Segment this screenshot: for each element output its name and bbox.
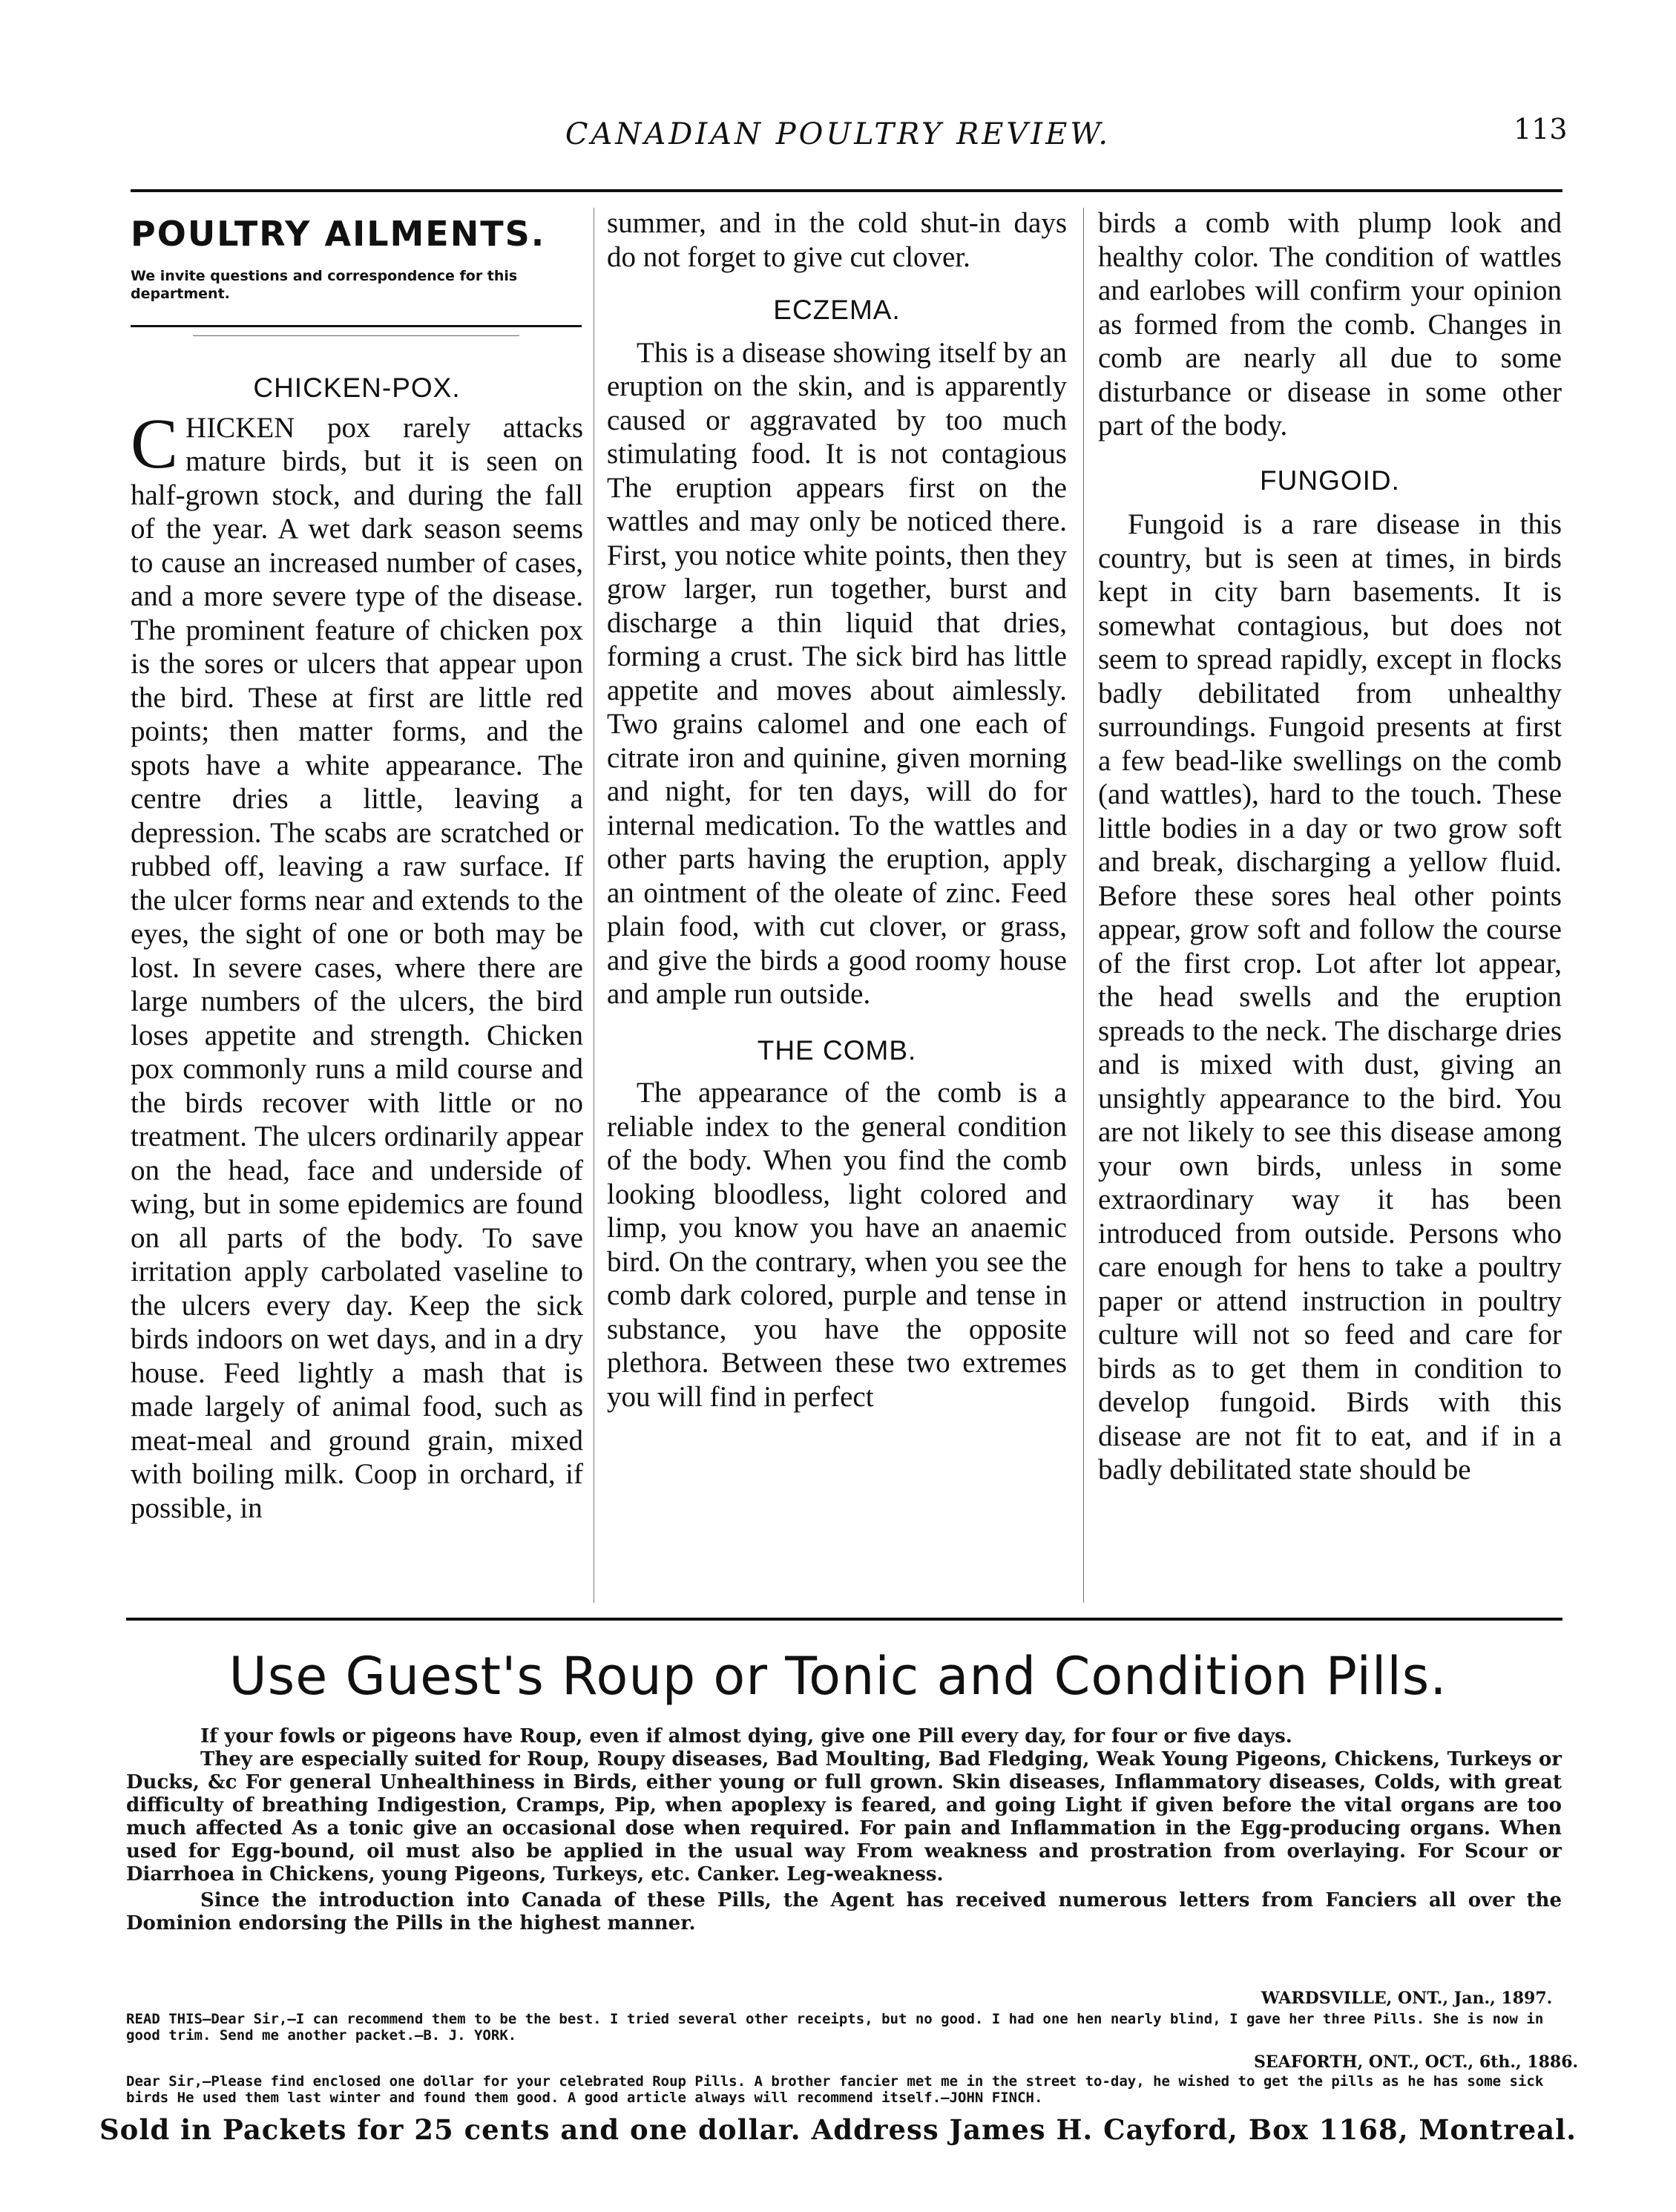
advert-letter-1: READ THIS—Dear Sir,—I can recommend them to be the best. I tried several other receipts, but no good. I had one hen nearly blind, I gave her three Pills. She is now in good trim. Send me another packet.—B. J. YORK. [126,2011,1544,2044]
advert-body [126,1725,1562,1935]
drop-cap: C [131,403,179,483]
department-note: We invite questions and correspondence for this department. [131,268,518,302]
advert-paragraph-1: If your fowls or pigeons have Roup, even if almost dying, give one Pill every day, for four or five days. [200,1725,1292,1747]
column-3-lead-text: birds a comb with plump look and healthy color. The condition of wattles and earlobes will confirm your opinion as formed from the comb. Changes in comb are nearly all due to some disturbance or disease in some other part of the body. [1098,207,1562,442]
advert-paragraph-2: They are especially suited for Roup, Roupy diseases, Bad Moulting, Bad Fledging, Weak Young Pigeons, Chickens, Turkeys or Ducks, &c For general Unhealthiness in Birds, either young or full grown. Skin diseases, Inflammatory diseases, Colds, with great difficulty of breathing Indigestion, Cramps, Pip, when apoplexy is feared, and going Light if given before the vital organs are too much affected As a tonic give an occasional dose when required. For pain and Inflammation in the Egg-producing organs. When used for Egg-bound, oil must also be applied in the usual way From weakness and prostration from overlaying. For Scour or Diarrhoea in Chickens, young Pigeons, Turkeys, etc. Canker. Leg-weakness. [126,1748,1562,1886]
page-number: 113 [1514,113,1568,145]
advert-dateline-2: SEAFORTH, ONT., OCT., 6th., 1886. [1254,2052,1579,2072]
comb-text: The appearance of the comb is a reliable index to the general condition of the body. When you find the comb looking bloodless, light colored and limp, you know you have an anaemic bird. On the contrary, when you see the comb dark colored, purple and tense in substance, you have the opposite plethora. Between these two extremes you will find in perfect [607,1077,1067,1413]
chicken-pox-text: HICKEN pox rarely attacks mature birds, but it is seen on half-grown stock, and during the fall of the year. A wet dark season seems to cause an increased number of cases, and a more severe type of the disease. The prominent feature of chicken pox is the sores or ulcers that appear upon the bird. These at first are little red points; then matter forms, and the spots have a white appearance. The centre dries a little, leaving a depression. The scabs are scratched or rubbed off, leaving a raw surface. If the ulcer forms near and extends to the eyes, the sight of one or both may be lost. In severe cases, where there are large numbers of the ulcers, the bird loses appetite and strength. Chicken pox commonly runs a mild course and the birds recover with little or no treatment. The ulcers ordinarily appear on the head, face and underside of wing, but in some epidemics are found on all parts of the body. To save irritation apply carbolated vaseline to the ulcers every day. Keep the sick birds indoors on wet days, and in a dry house. Feed lightly a mash that is made largely of animal food, such as meat-meal and ground grain, mixed with boiling milk. Coop in orchard, if possible, in [131,411,583,1524]
department-rule [131,325,582,327]
column-3 [1098,206,1562,1487]
column-rule-2 [1083,208,1084,1603]
advert-paragraph-3: Since the introduction into Canada of these Pills, the Agent has received numerous letters from Fanciers all over the Dominion endorsing the Pills in the highest manner. [126,1889,1562,1934]
column-2-lead-text: summer, and in the cold shut-in days do not forget to give cut clover. [607,207,1067,273]
section-heading-comb: THE COMB. [757,1034,917,1066]
section-heading-fungoid: FUNGOID. [1260,465,1400,496]
advert-dateline-1: WARDSVILLE, ONT., Jan., 1897. [1261,1989,1553,2008]
department-title: POULTRY AILMENTS. [131,214,546,254]
column-1 [131,371,583,1525]
advert-headline: Use Guest's Roup or Tonic and Condition Pills. [229,1646,1447,1707]
section-heading-eczema: ECZEMA. [773,295,901,325]
fungoid-text: Fungoid is a rare disease in this country, but is seen at times, in birds kept in city barn basements. It is somewhat contagious, but does not seem to spread rapidly, except in flocks badly debilitated from unhealthy surroundings. Fungoid presents at first a few bead-like swellings on the comb (and wattles), hard to the touch. These little bodies in a day or two grow soft and break, discharging a yellow fluid. Before these sores heal other points appear, grow soft and follow the course of the first crop. Lot after lot appear, the head swells and the eruption spreads to the neck. The discharge dries and is mixed with dust, giving an unsightly appearance to the bird. You are not likely to see this disease among your own birds, unless in some extraordinary way it has been introduced from outside. Persons who care enough for hens to take a poultry paper or attend instruction in poultry culture will not so feed and care for birds as to get them in condition to develop fungoid. Birds with this disease are not fit to eat, and if in a badly debilitated state should be [1098,508,1562,1486]
section-heading-chicken-pox: CHICKEN-POX. [253,373,461,403]
department-rule-thin [193,335,519,336]
advert-top-rule [126,1618,1562,1621]
advert-letter-2: Dear Sir,—Please find enclosed one dollar for your celebrated Roup Pills. A brother fancier met me in the street to-day, he wished to get the pills as he has some sick birds He used them last winter and found them good. A good article always will recommend itself.—JOHN FINCH. [126,2073,1544,2106]
chicken-pox-article [131,403,583,1526]
column-2 [607,206,1067,1414]
header-rule [131,189,1562,192]
eczema-text: This is a disease showing itself by an eruption on the skin, and is apparently caused or aggravated by too much stimulating food. It is not contagious The eruption appears first on the wattles and may only be noticed there. First, you notice white points, then they grow larger, run together, burst and discharge a thin liquid that dries, forming a crust. The sick bird has little appetite and moves about aimlessly. Two grains calomel and one each of citrate iron and quinine, given morning and night, for ten days, will do for internal medication. To the wattles and other parts having the eruption, apply an ointment of the oleate of zinc. Feed plain food, with cut clover, or grass, and give the birds a good roomy house and ample run outside. [607,336,1067,1010]
running-title: CANADIAN POULTRY REVIEW. [565,117,1111,151]
advert-footer: Sold in Packets for 25 cents and one dollar. Address James H. Cayford, Box 1168, Montreal. [99,2113,1577,2146]
